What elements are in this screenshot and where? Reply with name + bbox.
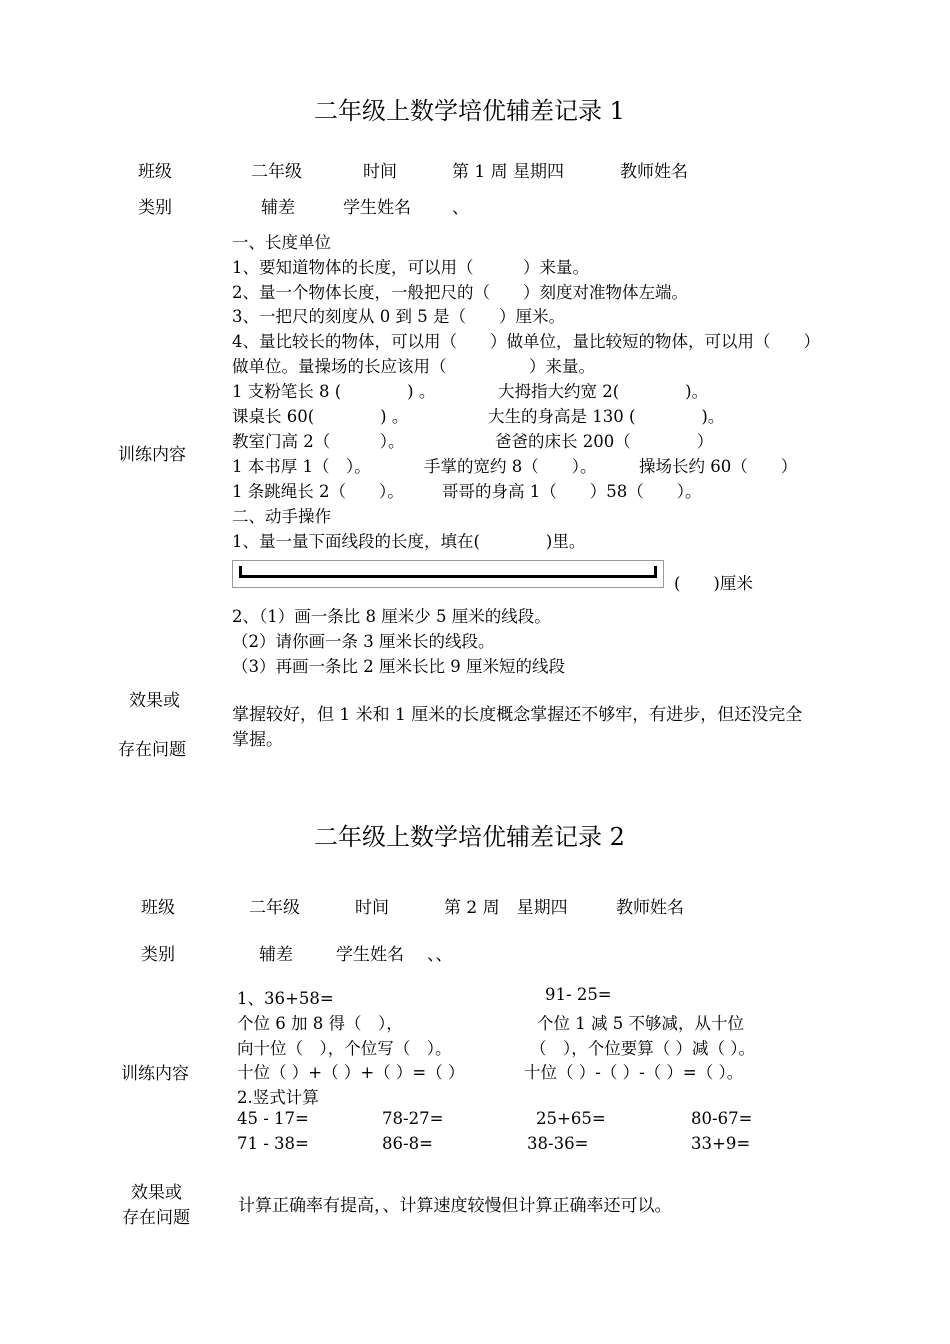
record2-category-label: 类别 — [141, 945, 175, 965]
record1-class-value: 二年级 — [251, 162, 302, 182]
record1-effect-line: 掌握。 — [232, 730, 283, 750]
record1-line: 做单位。量操场的长应该用（ ）来量。 — [232, 357, 595, 376]
record2-calc-item: 78-27= — [382, 1109, 444, 1128]
record1-fill-item: 教室门高 2（ ）。 — [232, 432, 405, 451]
record2-category-value: 辅差 — [259, 945, 293, 965]
record1-time-label: 时间 — [363, 162, 397, 182]
record1-time-value: 第 1 周 星期四 — [452, 162, 565, 182]
record2-right-line: 个位 1 减 5 不够减，从十位 — [537, 1014, 744, 1033]
record2-right-line: （ ），个位要算（ ）减（ ）。 — [530, 1039, 755, 1058]
line-segment-figure — [232, 560, 664, 588]
record2-right-line: 91- 25= — [545, 985, 612, 1004]
record1-fill-item: 1 条跳绳长 2（ ）。 — [232, 482, 404, 501]
record1-training-label: 训练内容 — [118, 445, 186, 465]
record2-calc-item: 80-67= — [691, 1109, 753, 1128]
record1-section2-heading: 二、动手操作 — [232, 507, 331, 526]
record2-calc-item: 38-36= — [527, 1134, 589, 1153]
record2-title: 二年级上数学培优辅差记录 2 — [314, 823, 625, 851]
record2-left-line: 个位 6 加 8 得（ ）， — [237, 1014, 403, 1033]
record1-effect-label-2: 存在问题 — [118, 740, 186, 760]
record1-fill-item: 课桌长 60( ) 。 — [232, 407, 409, 426]
record2-left-line: 向十位（ ），个位写（ ）。 — [237, 1039, 452, 1058]
record1-draw-line: 2、（1）画一条比 8 厘米少 5 厘米的线段。 — [232, 607, 551, 626]
record1-line: 1、要知道物体的长度，可以用（ ）来量。 — [232, 258, 589, 277]
record2-student-label: 学生姓名 — [336, 945, 404, 965]
record2-calc-item: 86-8= — [382, 1134, 433, 1153]
record2-left-line: 2.竖式计算 — [237, 1088, 319, 1107]
record1-fill-item: 爸爸的床长 200（ ） — [495, 432, 714, 451]
record2-effect-text: 计算正确率有提高，、计算速度较慢但计算正确率还可以。 — [238, 1196, 672, 1216]
record1-title: 二年级上数学培优辅差记录 1 — [314, 97, 625, 125]
record1-ruler-answer: ( )厘米 — [674, 574, 753, 593]
record1-fill-item: 大生的身高是 130 ( )。 — [488, 407, 725, 426]
record2-calc-item: 45 - 17= — [237, 1109, 309, 1128]
record1-fill-item: 手掌的宽约 8（ ）。 — [424, 457, 597, 476]
record1-draw-line: （3）再画一条比 2 厘米长比 9 厘米短的线段 — [232, 657, 565, 676]
record1-line: 2、量一个物体长度，一般把尺的（ ）刻度对准物体左端。 — [232, 283, 688, 302]
record1-effect-label-1: 效果或 — [129, 691, 180, 711]
record1-category-label: 类别 — [138, 198, 172, 218]
record2-student-value: 、、 — [427, 945, 453, 965]
record1-effect-line: 掌握较好，但 1 米和 1 厘米的长度概念掌握还不够牢，有进步，但还没完全 — [232, 705, 803, 725]
record1-line: 3、一把尺的刻度从 0 到 5 是（ ）厘米。 — [232, 307, 565, 326]
record2-calc-item: 25+65= — [536, 1109, 606, 1128]
record2-calc-item: 71 - 38= — [237, 1134, 309, 1153]
record2-class-value: 二年级 — [249, 898, 300, 918]
record1-category-value: 辅差 — [261, 198, 295, 218]
record2-right-line: 十位（ ）-（ ）-（ ）=（ ）。 — [524, 1063, 744, 1082]
record2-left-line: 1、36+58= — [237, 989, 334, 1008]
line-segment-right-tick — [654, 566, 657, 578]
record1-fill-item: 1 支粉笔长 8 ( ) 。 — [232, 382, 436, 401]
record1-fill-item: 哥哥的身高 1（ ）58（ ）。 — [442, 482, 702, 501]
record1-line: 4、量比较长的物体，可以用（ ）做单位，量比较短的物体，可以用（ ） — [232, 332, 820, 351]
record1-class-label: 班级 — [138, 162, 172, 182]
record1-fill-item: 1 本书厚 1（ ）。 — [232, 457, 371, 476]
record2-time-label: 时间 — [355, 898, 389, 918]
record1-student-label: 学生姓名 — [343, 198, 411, 218]
record2-time-value: 第 2 周 星期四 — [444, 898, 568, 918]
record1-fill-item: 大拇指大约宽 2( )。 — [498, 382, 709, 401]
record1-line: 一、长度单位 — [232, 233, 331, 252]
record2-calc-item: 33+9= — [691, 1134, 751, 1153]
record2-left-line: 十位（ ）+（ ）+（ ）=（ ） — [237, 1063, 465, 1082]
record1-fill-item: 操场长约 60（ ） — [639, 457, 798, 476]
record2-effect-label-2: 存在问题 — [122, 1208, 190, 1228]
record2-effect-label-1: 效果或 — [131, 1183, 182, 1203]
record1-draw-line: （2）请你画一条 3 厘米长的线段。 — [232, 632, 495, 651]
record1-measure-line: 1、量一量下面线段的长度，填在( )里。 — [232, 532, 586, 551]
record1-student-value: 、 — [452, 198, 469, 218]
line-segment-bar — [239, 575, 657, 578]
record2-training-label: 训练内容 — [121, 1064, 189, 1084]
record1-teacher-label: 教师姓名 — [620, 162, 688, 182]
record2-class-label: 班级 — [141, 898, 175, 918]
record2-teacher-label: 教师姓名 — [616, 898, 684, 918]
